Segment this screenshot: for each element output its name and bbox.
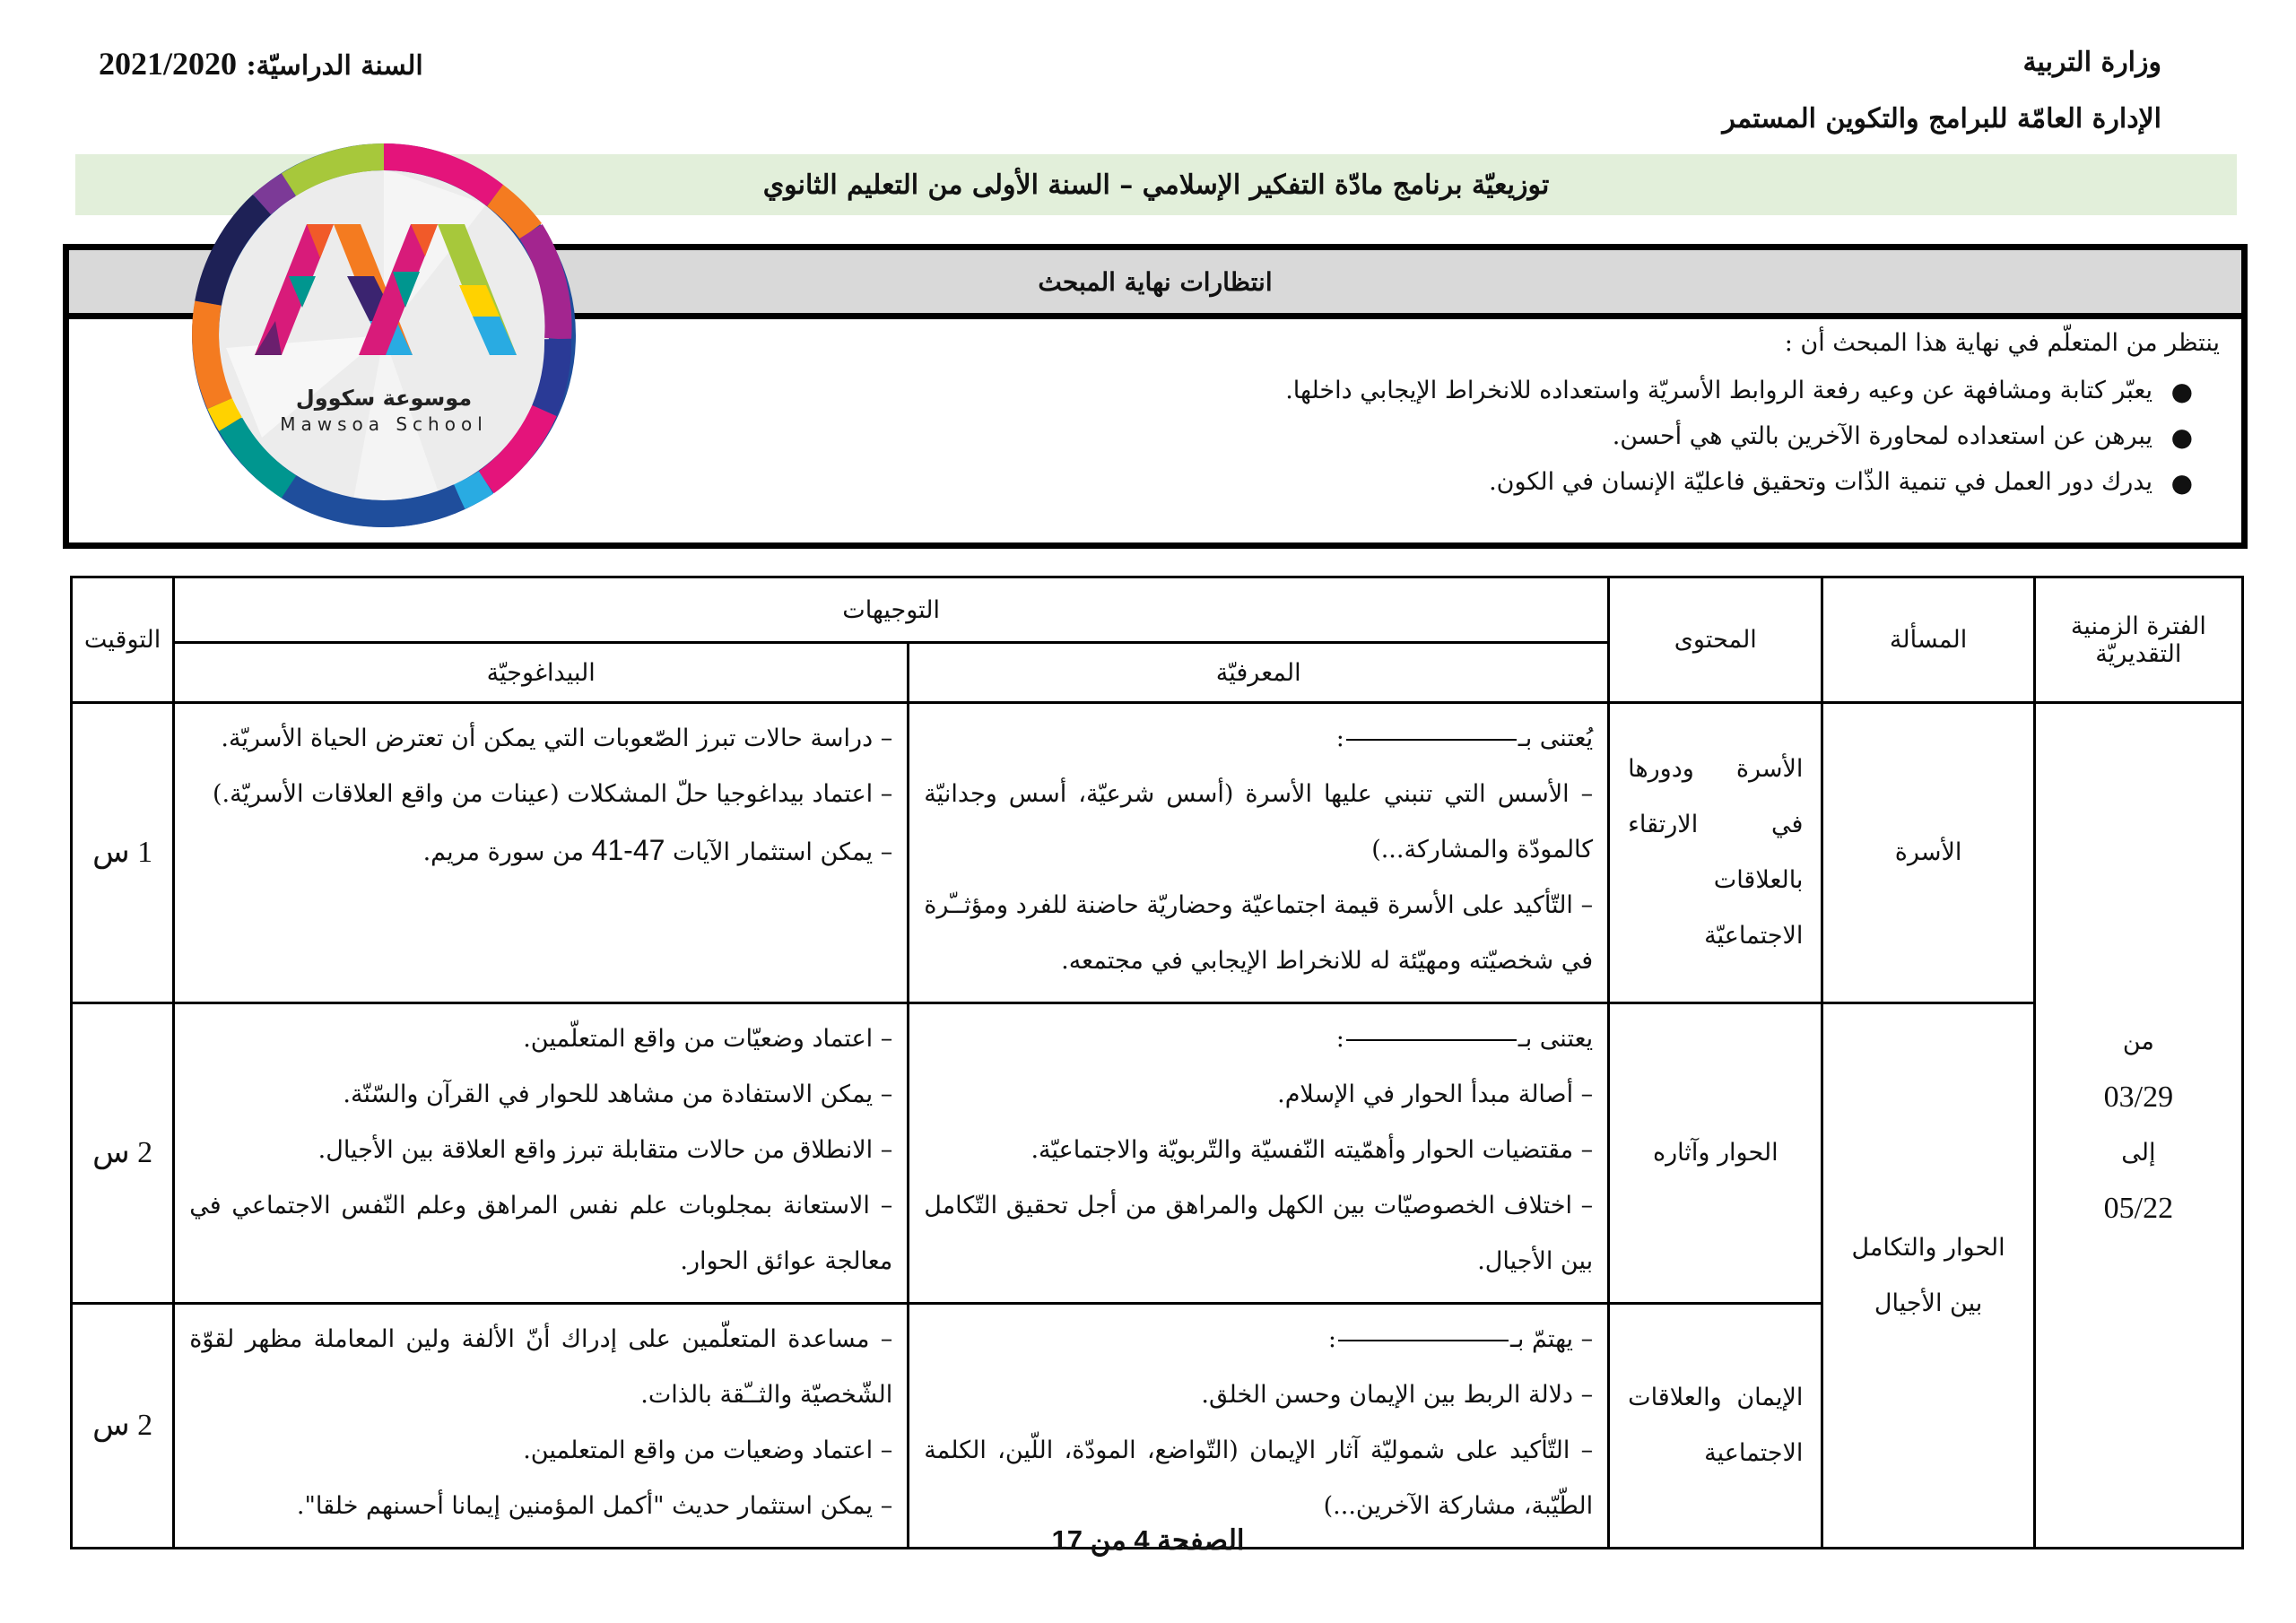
- period-to-label: إلى: [2121, 1139, 2156, 1167]
- knowledge-lead: [924, 1312, 1593, 1367]
- page-of: من: [1090, 1524, 1126, 1556]
- period-cell: [2034, 703, 2242, 1549]
- pedagogy-cell: [174, 703, 909, 1003]
- pedagogy-item: – يمكن استثمار حديث "أكمل المؤمنين إيمانا أحسنهم خلقا".: [296, 1492, 893, 1520]
- logo-arabic-name: موسوعة سكوول: [295, 386, 473, 411]
- bullet-icon: ●: [2170, 468, 2193, 498]
- knowledge-lead-text: يُعتنى بـ: [1518, 725, 1594, 752]
- knowledge-lead: [924, 1011, 1593, 1067]
- pedagogy-item: – مساعدة المتعلّمين على إدراك أنّ الألفة ولين المعاملة مظهر لقوّة الشّخصيّة والثــّقة بالذات.: [189, 1325, 893, 1409]
- table-row: [72, 703, 2243, 1003]
- knowledge-item: – دلالة الربط بين الإيمان وحسن الخلق.: [1201, 1381, 1594, 1409]
- logo-latin-name: Mawsoa School: [280, 413, 488, 435]
- school-year-value: 2021/2020: [99, 46, 238, 82]
- lead-rule: [1346, 1039, 1517, 1041]
- knowledge-lead-text: يعتنى بـ: [1518, 1025, 1594, 1053]
- pedagogy-item: – الانطلاق من حالات متقابلة تبرز واقع العلاقة بين الأجيال.: [317, 1136, 893, 1164]
- content-cell: [1609, 1304, 1822, 1549]
- header-period-text: الفترة الزمنية التقديريّة: [2070, 612, 2206, 668]
- header-issue: [1822, 577, 2034, 703]
- timing-text: 2 س: [92, 1136, 153, 1169]
- header-guidance-text: التوجيهات: [842, 595, 941, 624]
- content-text: الأسرة ودورها في الارتقاء بالعلاقات الاجتماعيّة: [1628, 755, 1804, 950]
- issue-text: الأسرة: [1894, 838, 1962, 866]
- knowledge-lead: [924, 711, 1593, 767]
- pedagogy-item: – الاستعانة بمجلوبات علم نفس المراهق وعلم النّفس الاجتماعي في معالجة عوائق الحوار.: [189, 1192, 893, 1275]
- page-total: 17: [1051, 1524, 1083, 1556]
- school-year-label: السنة الدراسيّة:: [246, 50, 423, 82]
- lead-rule: [1338, 1340, 1509, 1341]
- header-content-text: المحتوى: [1674, 626, 1757, 654]
- directorate-name: الإدارة العامّة للبرامج والتكوين المستمر: [1722, 103, 2161, 135]
- pedagogy-item: – اعتماد وضعيات من واقع المتعلمين.: [523, 1436, 893, 1464]
- content-cell: [1609, 703, 1822, 1003]
- lead-rule: [1346, 739, 1517, 741]
- bullet-icon: ●: [2170, 377, 2193, 406]
- header-period: [2034, 577, 2242, 703]
- header-guidance: [174, 577, 1609, 643]
- expectations-heading-text: انتظارات نهاية المبحث: [1038, 266, 1273, 297]
- pedagogy-item: – يمكن الاستفادة من مشاهد للحوار في القرآن والسّنّة.: [343, 1081, 893, 1108]
- expectation-text: يبرهن عن استعداده لمحاورة الآخرين بالتي هي أحسن.: [1612, 422, 2152, 450]
- issue-cell: [1822, 703, 2034, 1003]
- bullet-icon: ●: [2170, 422, 2193, 452]
- knowledge-cell: [909, 1003, 1609, 1304]
- pedagogy-item: [189, 822, 892, 881]
- expectation-item: [607, 468, 2193, 496]
- knowledge-item: – الأسس التي تنبني عليها الأسرة (أسس شرعيّة، أسس وجدانيّة كالمودّة والمشاركة...): [924, 780, 1594, 864]
- program-table: [70, 576, 2244, 1549]
- knowledge-cell: [909, 703, 1609, 1003]
- knowledge-item: – مقتضيات الحوار وأهمّيته النّفسيّة والتّربويّة والاجتماعيّة.: [1031, 1136, 1594, 1164]
- knowledge-lead-text: – يهتمّ بـ: [1509, 1325, 1594, 1353]
- header-issue-text: المسألة: [1889, 626, 1968, 654]
- pedagogy-verse-number: 41-47: [591, 834, 665, 866]
- content-text: الحوار وآثاره: [1652, 1139, 1779, 1167]
- content-text: الإيمان والعلاقات الاجتماعية: [1628, 1384, 1804, 1467]
- header-timing-text: التوقيت: [83, 626, 161, 654]
- issue-text: الحوار والتكامل بين الأجيال: [1851, 1233, 2005, 1317]
- period-to-date: 05/22: [2103, 1192, 2174, 1225]
- knowledge-lead-colon: :: [1335, 1025, 1344, 1053]
- expectations-body: [607, 329, 2220, 514]
- header-pedagogy-text: البيداغوجيّة: [486, 658, 596, 687]
- page-label: الصفحة: [1157, 1524, 1245, 1556]
- expectation-text: يعبّر كتابة ومشافهة عن وعيه رفعة الروابط الأسريّة واستعداده للانخراط الإيجابي داخلها.: [1285, 377, 2152, 404]
- period-from-label: من: [2122, 1028, 2154, 1055]
- document-title-text: توزيعيّة برنامج مادّة التفكير الإسلامي – السنة الأولى من التعليم الثانوي: [762, 169, 1550, 201]
- knowledge-item: – أصالة مبدأ الحوار في الإسلام.: [1277, 1081, 1594, 1108]
- header-content: [1609, 577, 1822, 703]
- timing-cell: [72, 703, 174, 1003]
- expectations-list: [607, 377, 2220, 496]
- school-year: [99, 45, 423, 82]
- pedagogy-cell: [174, 1304, 909, 1549]
- timing-text: 1 س: [92, 836, 153, 869]
- expectation-item: [607, 422, 2193, 450]
- pedagogy-verse-post: من سورة مريم.: [422, 838, 584, 866]
- expectation-text: يدرك دور العمل في تنمية الذّات وتحقيق فاعليّة الإنسان في الكون.: [1489, 468, 2152, 496]
- timing-cell: [72, 1304, 174, 1549]
- page-current: 4: [1134, 1524, 1150, 1556]
- period-from-date: 03/29: [2103, 1081, 2174, 1114]
- header-pedagogy: [174, 643, 909, 703]
- content-cell: [1609, 1003, 1822, 1304]
- header-timing: [72, 577, 174, 703]
- knowledge-item: – التّأكيد على الأسرة قيمة اجتماعيّة وحضاريّة حاضنة للفرد ومؤثــّرة في شخصيّته ومهيّئة له للانخراط الإيجابي في مجتمعه.: [924, 891, 1594, 975]
- knowledge-item: – اختلاف الخصوصيّات بين الكهل والمراهق من أجل تحقيق التّكامل بين الأجيال.: [924, 1192, 1594, 1275]
- knowledge-lead-colon: :: [1327, 1325, 1336, 1353]
- issue-cell: [1822, 1003, 2034, 1549]
- knowledge-lead-colon: :: [1335, 725, 1344, 752]
- table-row: [72, 1003, 2243, 1304]
- header-knowledge: [909, 643, 1609, 703]
- expectation-item: [607, 377, 2193, 404]
- knowledge-cell: [909, 1304, 1609, 1549]
- pedagogy-cell: [174, 1003, 909, 1304]
- page-number: [0, 1524, 2296, 1557]
- pedagogy-item: – اعتماد بيداغوجيا حلّ المشكلات (عينات من واقع العلاقات الأسريّة.): [213, 780, 893, 808]
- expectations-intro: ينتظر من المتعلّم في نهاية هذا المبحث أن :: [1784, 329, 2220, 357]
- timing-cell: [72, 1003, 174, 1304]
- timing-text: 2 س: [92, 1409, 153, 1442]
- mawsoa-school-logo: [190, 142, 578, 529]
- knowledge-item: – التّأكيد على شموليّة آثار الإيمان (التّواضع، المودّة، اللّين، الكلمة الطّيّبة، مشاركة الآخرين...): [924, 1436, 1594, 1520]
- pedagogy-item: – اعتماد وضعيّات من واقع المتعلّمين.: [523, 1025, 893, 1053]
- pedagogy-item: – دراسة حالات تبرز الصّعوبات التي يمكن أن تعترض الحياة الأسريّة.: [221, 725, 893, 752]
- header-knowledge-text: المعرفيّة: [1215, 658, 1301, 687]
- ministry-name: وزارة التربية: [2022, 47, 2161, 78]
- pedagogy-verse-pre: – يمكن استثمار الآيات: [673, 838, 893, 866]
